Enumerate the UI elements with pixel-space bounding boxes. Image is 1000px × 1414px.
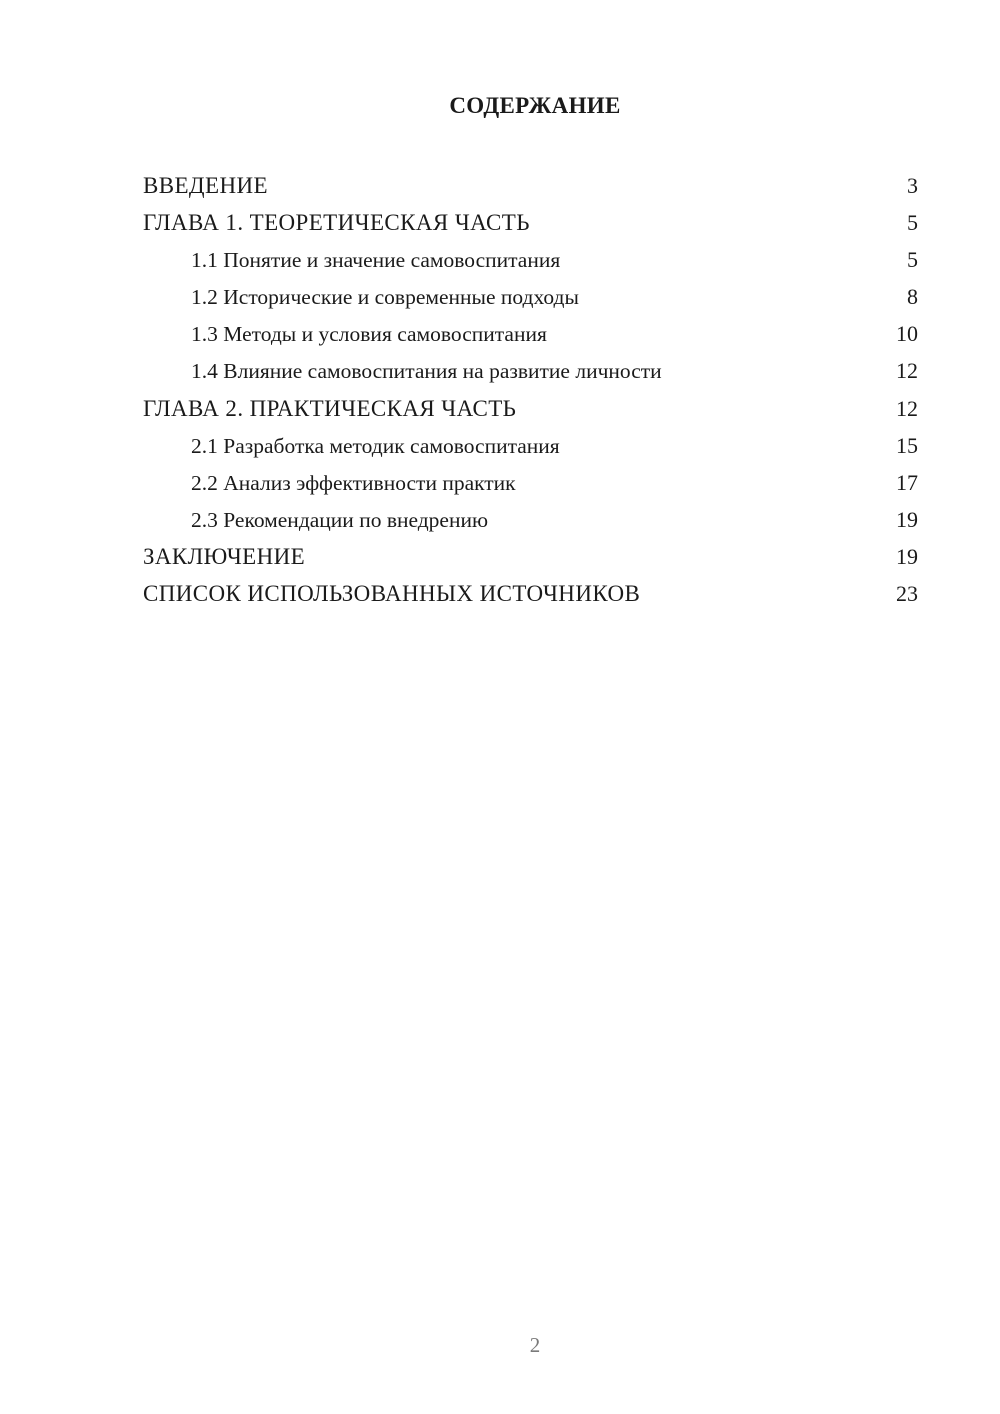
page-number: 2: [529, 1333, 541, 1357]
toc-entry-title: ЗАКЛЮЧЕНИЕ: [143, 543, 306, 569]
toc-entry-title: 1.1 Понятие и значение самовоспитания: [191, 248, 561, 273]
toc-entry-title: 2.2 Анализ эффективности практик: [191, 470, 516, 495]
toc-entry-page: 5: [907, 247, 918, 273]
toc-entry[interactable]: [143, 427, 918, 464]
toc-entry-page: 10: [896, 321, 918, 347]
toc-entry-page: 12: [896, 358, 918, 384]
toc-entry-title: 2.3 Рекомендации по внедрению: [191, 507, 489, 532]
toc-entry-title: 2.1 Разработка методик самовоспитания: [191, 433, 560, 458]
toc-entry-page: 15: [896, 432, 918, 458]
toc-entry-page: 17: [896, 469, 918, 495]
toc-entry-page: 12: [896, 395, 918, 421]
toc-entry[interactable]: [143, 278, 918, 315]
toc-entry-page: 19: [896, 506, 918, 532]
toc-entry[interactable]: [143, 501, 918, 538]
toc-entry[interactable]: [143, 464, 918, 501]
toc-entry-title: 1.3 Методы и условия самовоспитания: [191, 322, 547, 347]
toc-entry[interactable]: [143, 204, 918, 241]
toc-entry[interactable]: [143, 315, 918, 352]
toc-entry-title: 1.2 Исторические и современные подходы: [191, 285, 579, 310]
toc-entry-page: 23: [896, 581, 918, 607]
toc-entry-page: 19: [896, 543, 918, 569]
toc-entry-title: ГЛАВА 2. ПРАКТИЧЕСКАЯ ЧАСТЬ: [143, 395, 517, 421]
table-of-contents: [143, 167, 918, 612]
toc-entry-title: СПИСОК ИСПОЛЬЗОВАННЫХ ИСТОЧНИКОВ: [143, 581, 641, 607]
toc-entry-page: 3: [907, 173, 918, 198]
page-title: СОДЕРЖАНИЕ: [449, 93, 621, 118]
toc-entry-title: 1.4 Влияние самовоспитания на развитие личности: [191, 359, 662, 384]
toc-entry-title: ГЛАВА 1. ТЕОРЕТИЧЕСКАЯ ЧАСТЬ: [143, 210, 530, 236]
toc-entry[interactable]: [143, 167, 918, 204]
toc-entry-title: ВВЕДЕНИЕ: [143, 173, 268, 198]
toc-entry[interactable]: [143, 352, 918, 389]
toc-entry[interactable]: [143, 241, 918, 278]
toc-entry[interactable]: [143, 538, 918, 575]
toc-entry[interactable]: [143, 575, 918, 612]
toc-entry-page: 8: [907, 284, 918, 310]
toc-entry[interactable]: [143, 390, 918, 427]
toc-entry-page: 5: [907, 210, 918, 236]
